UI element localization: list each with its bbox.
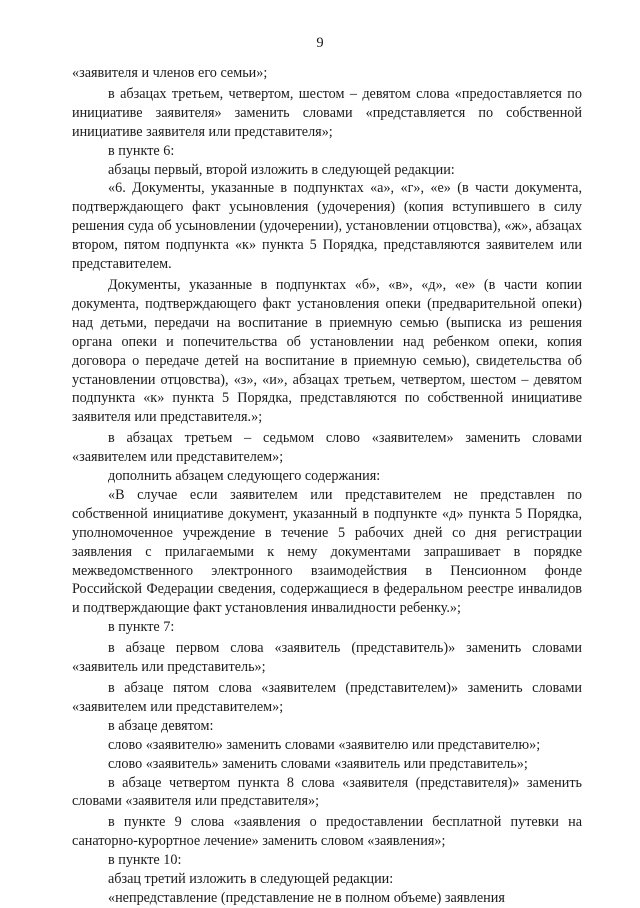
page-number: 9 [316, 35, 324, 51]
paragraph: абзацы первый, второй изложить в следующей редакции: [108, 161, 455, 178]
paragraph: «6. Документы, указанные в подпунктах «а», «г», «е» (в части документа, подтверждающего факт усыновления (удочерения) (копия вступившего в силу решения суда об усыновлении (удочерении), установлении отцовства), «ж», абзацах втором, пятом подпункта «к» пункта 5 Порядка, представляются заявителем или представителем. [72, 180, 582, 273]
paragraph: дополнить абзацем следующего содержания: [108, 468, 381, 485]
paragraph: в пункте 6: [108, 142, 175, 159]
document-body [72, 64, 582, 908]
paragraph: абзац третий изложить в следующей редакции: [108, 871, 394, 888]
paragraph: в абзаце четвертом пункта 8 слова «заявителя (представителя)» заменить словами «заявителя или представителя»; [72, 774, 582, 810]
paragraph: «заявителя и членов его семьи»; [72, 65, 268, 81]
paragraph: в абзацах третьем, четвертом, шестом – девятом слова «предоставляется по инициативе заявителя» заменить словами «представляется по собственной инициативе заявителя или представителя»; [72, 85, 582, 140]
paragraph: в абзаце пятом слова «заявителем (представителем)» заменить словами «заявителем или представителем»; [72, 680, 582, 715]
paragraph: «В случае если заявителем или представителем не представлен по собственной инициативе документ, указанный в подпункте «д» пункта 5 Порядка, уполномоченное учреждение в течение 5 рабочих дней со дня регистрации заявления с прилагаемыми к нему документами запрашивает в порядке межведомственного электронного взаимодействия в Пенсионном фонде Российской Федерации сведения, содержащиеся в федеральном реестре инвалидов и подтверждающие факт установления инвалидности ребенку.»; [72, 486, 582, 617]
paragraph: слово «заявитель» заменить словами «заявитель или представитель»; [108, 755, 528, 772]
paragraph: слово «заявителю» заменить словами «заявителю или представителю»; [108, 736, 541, 753]
paragraph: в абзаце девятом: [108, 717, 214, 734]
paragraph: в пункте 9 слова «заявления о предоставлении бесплатной путевки на санаторно-курортное лечение» заменить словом «заявления»; [72, 814, 582, 850]
paragraph: в абзацах третьем – седьмом слово «заявителем» заменить словами «заявителем или представителем»; [72, 430, 582, 466]
paragraph: «непредставление (представление не в полном объеме) заявления [108, 889, 505, 906]
paragraph: в абзаце первом слова «заявитель (представитель)» заменить словами «заявитель или представитель»; [72, 640, 582, 676]
paragraph: в пункте 7: [108, 619, 175, 636]
paragraph: в пункте 10: [108, 852, 182, 869]
paragraph: Документы, указанные в подпунктах «б», «в», «д», «е» (в части копии документа, подтверждающего факт установления опеки (предварительной опеки) над детьми, передачи на воспитание в приемную семью (выписка из решения органа опеки и попечительства об установлении над ребенком опеки, копия договора о передаче детей на воспитание в приемную семью), свидетельства об установлении отцовства), «з», «и», абзацах третьем, четвертом, шестом – девятом подпункта «к» пункта 5 Порядка, представляются по собственной инициативе заявителя или представителя.»; [72, 276, 582, 426]
